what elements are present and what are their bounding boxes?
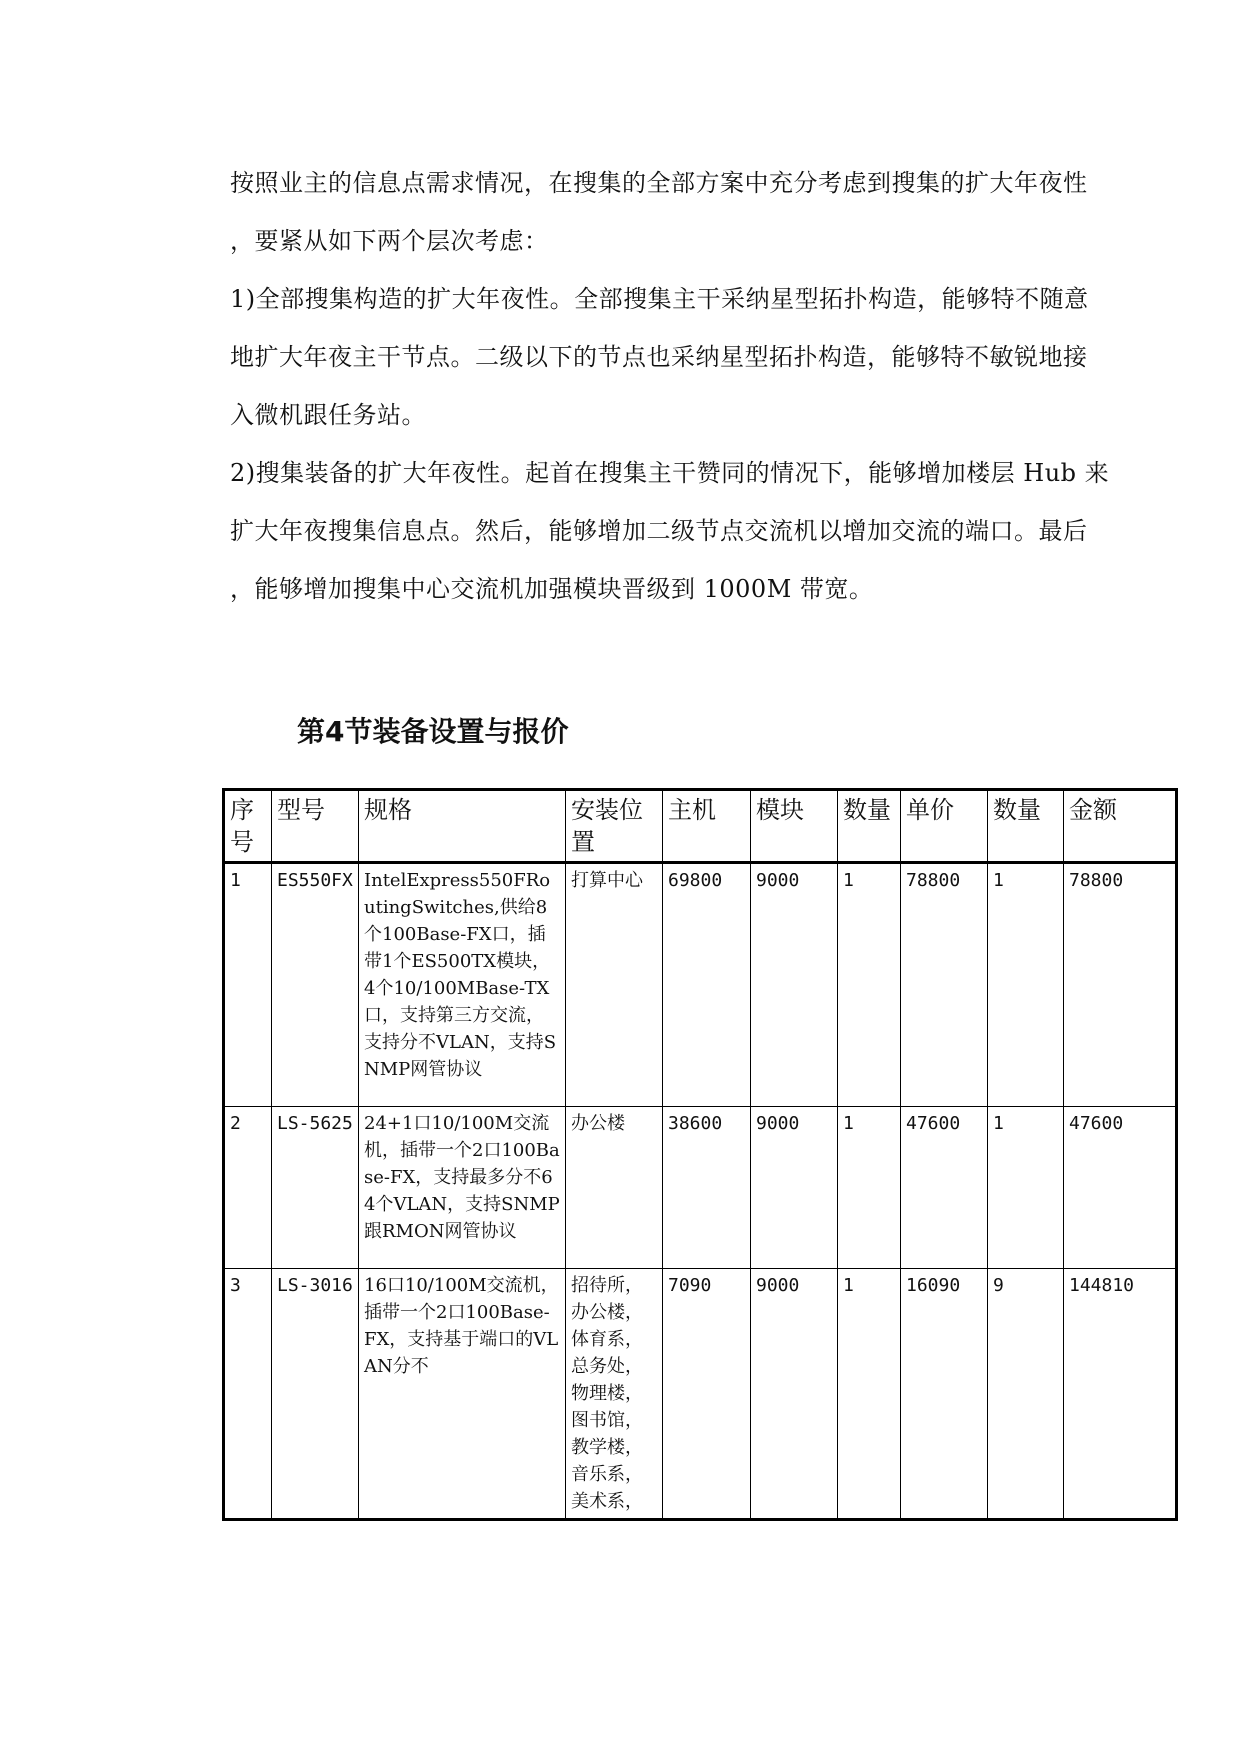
cell-quantity: 1 — [838, 1269, 901, 1520]
cell-index: 3 — [224, 1269, 272, 1520]
cell-spec: 16口10/100M交流机，插带一个2口100Base-FX，支持基于端口的VLAN分不 — [359, 1269, 566, 1520]
cell-model: LS-5625 — [272, 1107, 359, 1269]
header-spec: 规格 — [359, 790, 566, 863]
cell-module: 9000 — [751, 1269, 838, 1520]
cell-spec: 24+1口10/100M交流机，插带一个2口100Base-FX，支持最多分不64个VLAN，支持SNMP跟RMON网管协议 — [359, 1107, 566, 1269]
table-header-row — [224, 790, 1177, 863]
cell-unit-price: 78800 — [901, 863, 988, 1107]
table-row — [224, 1269, 1177, 1520]
equipment-quote-table — [222, 788, 1178, 1521]
cell-model: LS-3016 — [272, 1269, 359, 1520]
cell-host: 38600 — [663, 1107, 751, 1269]
header-unit-price: 单价 — [901, 790, 988, 863]
header-module: 模块 — [751, 790, 838, 863]
header-amount: 金额 — [1064, 790, 1177, 863]
cell-quantity-2: 1 — [988, 863, 1064, 1107]
cell-quantity: 1 — [838, 863, 901, 1107]
cell-host: 69800 — [663, 863, 751, 1107]
table-row — [224, 1107, 1177, 1269]
header-quantity-2: 数量 — [988, 790, 1064, 863]
cell-spec: IntelExpress550FRoutingSwitches,供给8个100Base-FX口，插带1个ES500TX模块，4个10/100MBase-TX口，支持第三方交流，支持分不VLAN，支持SNMP网管协议 — [359, 863, 566, 1107]
header-index: 序号 — [224, 790, 272, 863]
cell-amount: 78800 — [1064, 863, 1177, 1107]
section-heading: 第4节装备设置与报价 — [297, 715, 569, 748]
header-model: 型号 — [272, 790, 359, 863]
cell-unit-price: 47600 — [901, 1107, 988, 1269]
cell-quantity-2: 1 — [988, 1107, 1064, 1269]
cell-amount: 144810 — [1064, 1269, 1177, 1520]
cell-model: ES550FX — [272, 863, 359, 1107]
cell-location: 办公楼 — [566, 1107, 663, 1269]
header-quantity: 数量 — [838, 790, 901, 863]
table-row — [224, 863, 1177, 1107]
cell-location: 打算中心 — [566, 863, 663, 1107]
cell-unit-price: 16090 — [901, 1269, 988, 1520]
intro-line-1: 按照业主的信息点需求情况，在搜集的全部方案中充分考虑到搜集的扩大年夜性 — [230, 169, 1088, 197]
network-structure-paragraph: 1)全部搜集构造的扩大年夜性。全部搜集主干采纳星型拓扑构造，能够特不随意 地扩大年夜主干节点。二级以下的节点也采纳星型拓扑构造，能够特不敏锐地接 入微机跟任务站。 — [230, 285, 1089, 429]
cell-host: 7090 — [663, 1269, 751, 1520]
cell-quantity-2: 9 — [988, 1269, 1064, 1520]
cell-module: 9000 — [751, 863, 838, 1107]
cell-index: 2 — [224, 1107, 272, 1269]
cell-index: 1 — [224, 863, 272, 1107]
intro-line-2: ，要紧从如下两个层次考虑： — [230, 227, 549, 255]
scalability-intro-paragraph — [230, 154, 1110, 270]
cell-location: 招待所，办公楼，体育系，总务处，物理楼，图书馆，教学楼，音乐系，美术系， — [566, 1269, 663, 1520]
cell-amount: 47600 — [1064, 1107, 1177, 1269]
network-equipment-paragraph: 2)搜集装备的扩大年夜性。起首在搜集主干赞同的情况下，能够增加楼层 Hub 来 扩大年夜搜集信息点。然后，能够增加二级节点交流机以增加交流的端口。最后 ，能够增加搜集中心交流机加强模块晋级到 1000M 带宽。 — [230, 459, 1110, 603]
cell-module: 9000 — [751, 1107, 838, 1269]
cell-quantity: 1 — [838, 1107, 901, 1269]
header-host: 主机 — [663, 790, 751, 863]
header-location: 安装位置 — [566, 790, 663, 863]
